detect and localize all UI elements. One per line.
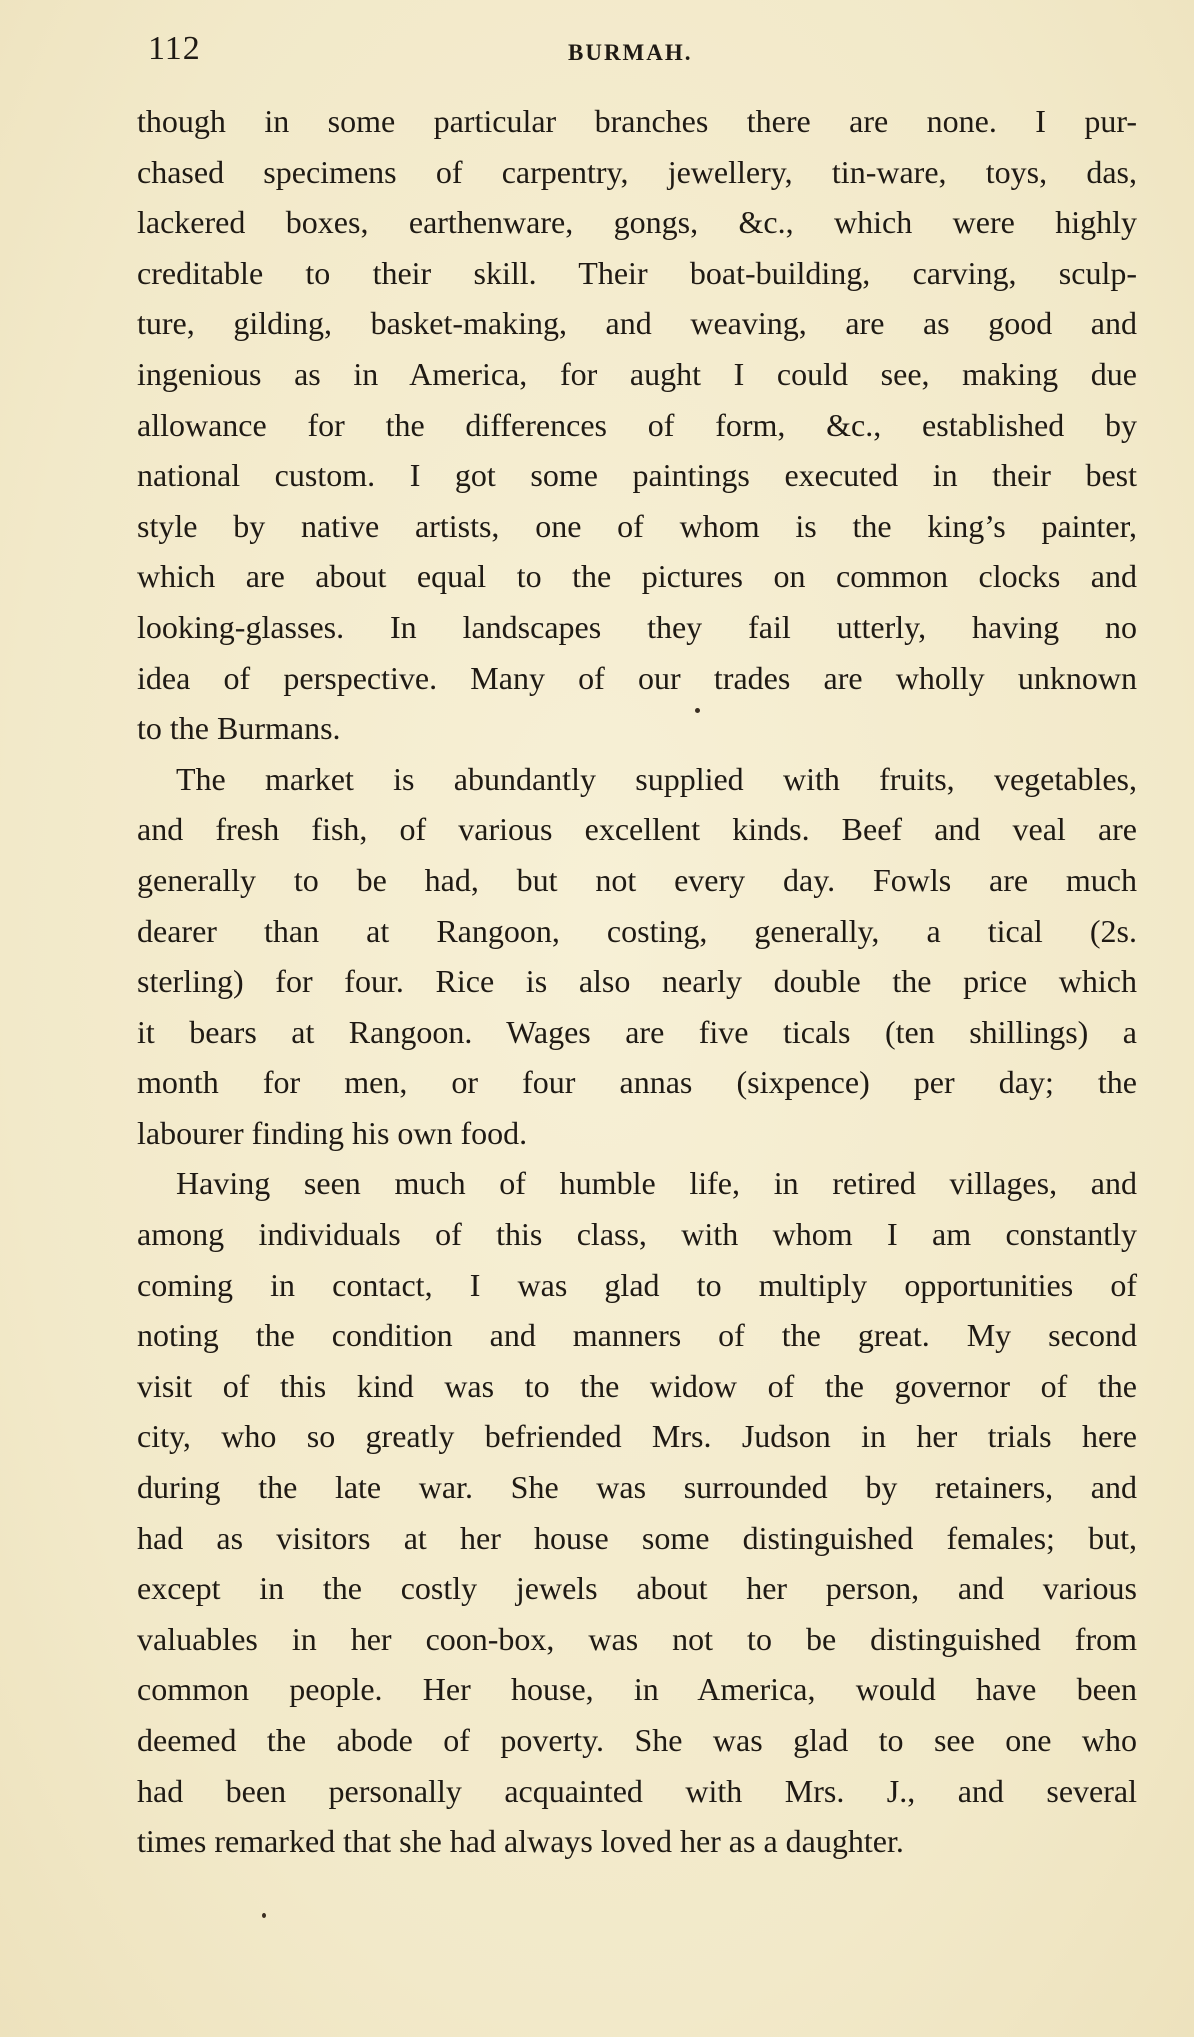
text-line: though in some particular branches there are none. I pur-	[137, 103, 1137, 139]
text-line: city, who so greatly befriended Mrs. Judson in her trials here	[137, 1418, 1137, 1455]
running-head	[148, 30, 1138, 80]
text-line: it bears at Rangoon. Wages are five ticals (ten shillings) a	[137, 1013, 1137, 1050]
text-line: generally to be had, but not every day. Fowls are much	[137, 861, 1137, 898]
text-line: and fresh fish, of various excellent kinds. Beef and veal are	[137, 811, 1137, 848]
text-line: national custom. I got some paintings executed in their best	[137, 457, 1137, 494]
text-line: month for men, or four annas (sixpence) per day; the	[137, 1064, 1137, 1101]
text-line: style by native artists, one of whom is the king’s painter,	[137, 507, 1137, 544]
text-line: among individuals of this class, with whom I am constantly	[137, 1216, 1137, 1253]
paragraph	[137, 754, 1137, 1159]
paragraph	[137, 96, 1137, 754]
text-line: lackered boxes, earthenware, gongs, &c., which were highly	[137, 204, 1137, 241]
ink-speck	[695, 708, 700, 713]
text-line: Having seen much of humble life, in retired villages, and	[176, 1165, 1137, 1202]
text-line: creditable to their skill. Their boat-building, carving, sculp-	[137, 254, 1137, 291]
text-line: ingenious as in America, for aught I could see, making due	[137, 355, 1137, 392]
text-line: dearer than at Rangoon, costing, generally, a tical (2s.	[137, 912, 1137, 949]
text-line: except in the costly jewels about her person, and various	[137, 1570, 1137, 1607]
page-number: 112	[148, 30, 201, 67]
text-line: labourer finding his own food.	[137, 1114, 528, 1151]
text-line: chased specimens of carpentry, jewellery, tin-ware, toys, das,	[137, 153, 1137, 190]
text-line: looking-glasses. In landscapes they fail utterly, having no	[137, 608, 1137, 645]
paragraph	[137, 1158, 1137, 1866]
text-line: The market is abundantly supplied with fruits, vegetables,	[176, 760, 1137, 797]
text-line: to the Burmans.	[137, 710, 341, 747]
text-line: had been personally acquainted with Mrs. J., and several	[137, 1772, 1137, 1809]
text-line: coming in contact, I was glad to multiply opportunities of	[137, 1266, 1137, 1303]
text-line: during the late war. She was surrounded by retainers, and	[137, 1469, 1137, 1506]
text-line: visit of this kind was to the widow of the governor of the	[137, 1367, 1137, 1404]
text-line: idea of perspective. Many of our trades are wholly unknown	[137, 659, 1137, 696]
text-line: times remarked that she had always loved her as a daughter.	[137, 1823, 904, 1860]
text-line: sterling) for four. Rice is also nearly double the price which	[137, 963, 1137, 1000]
text-line: valuables in her coon-box, was not to be distinguished from	[137, 1620, 1137, 1657]
ink-speck	[262, 1913, 266, 1918]
text-line: which are about equal to the pictures on common clocks and	[137, 558, 1137, 595]
text-line: noting the condition and manners of the great. My second	[137, 1317, 1137, 1354]
text-line: common people. Her house, in America, would have been	[137, 1671, 1137, 1708]
text-line: deemed the abode of poverty. She was glad to see one who	[137, 1722, 1137, 1758]
text-line: had as visitors at her house some distinguished females; but,	[137, 1519, 1137, 1556]
body-text	[137, 96, 1137, 1867]
text-line: ture, gilding, basket-making, and weaving, are as good and	[137, 305, 1137, 342]
running-title: BURMAH.	[568, 40, 693, 65]
text-line: allowance for the differences of form, &c., established by	[137, 406, 1137, 443]
